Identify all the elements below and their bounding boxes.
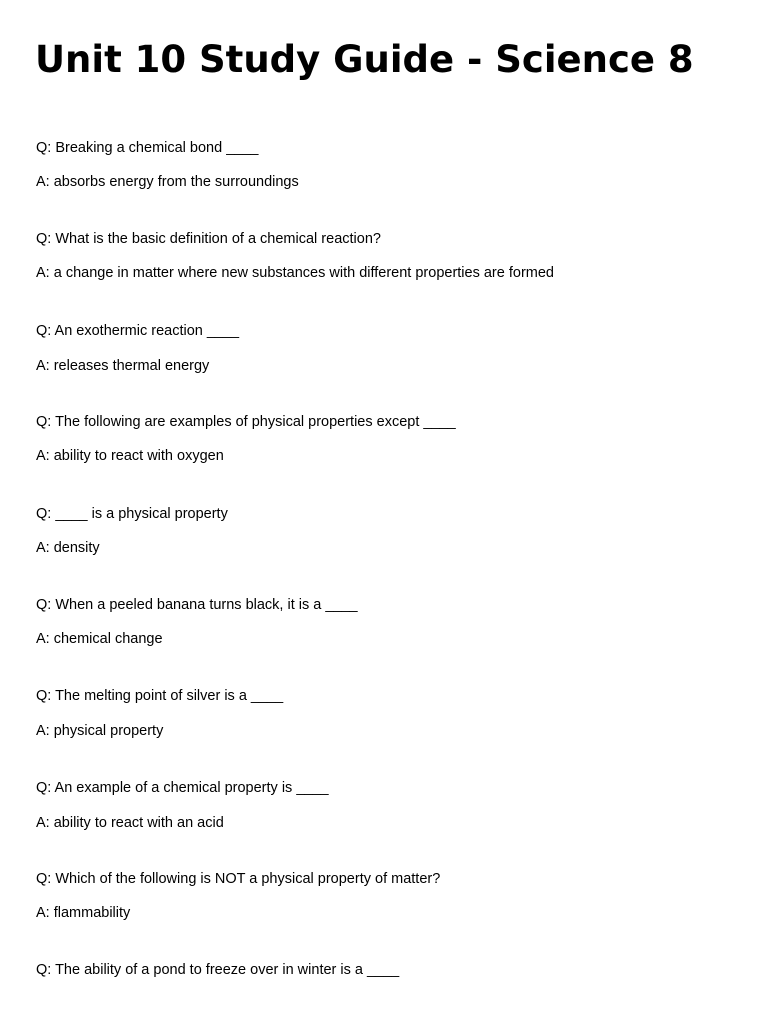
question-7: Q: The melting point of silver is a ____ [36, 688, 284, 704]
answer-6: A: chemical change [36, 631, 163, 647]
question-10: Q: The ability of a pond to freeze over in winter is a ____ [36, 962, 400, 978]
answer-3: A: releases thermal energy [36, 358, 210, 374]
question-3: Q: An exothermic reaction ____ [36, 323, 240, 339]
answer-5: A: density [36, 540, 100, 556]
page-title: Unit 10 Study Guide - Science 8 [35, 38, 694, 81]
answer-9: A: flammability [36, 905, 131, 921]
question-2: Q: What is the basic definition of a chemical reaction? [36, 231, 381, 247]
answer-8: A: ability to react with an acid [36, 815, 224, 831]
answer-2: A: a change in matter where new substances with different properties are formed [36, 265, 554, 281]
question-5: Q: ____ is a physical property [36, 506, 228, 522]
question-8: Q: An example of a chemical property is ____ [36, 780, 329, 796]
question-1: Q: Breaking a chemical bond ____ [36, 140, 259, 156]
answer-7: A: physical property [36, 723, 164, 739]
question-4: Q: The following are examples of physical properties except ____ [36, 414, 456, 430]
answer-1: A: absorbs energy from the surroundings [36, 174, 299, 190]
answer-4: A: ability to react with oxygen [36, 448, 224, 464]
question-6: Q: When a peeled banana turns black, it is a ____ [36, 597, 358, 613]
question-9: Q: Which of the following is NOT a physical property of matter? [36, 871, 441, 887]
